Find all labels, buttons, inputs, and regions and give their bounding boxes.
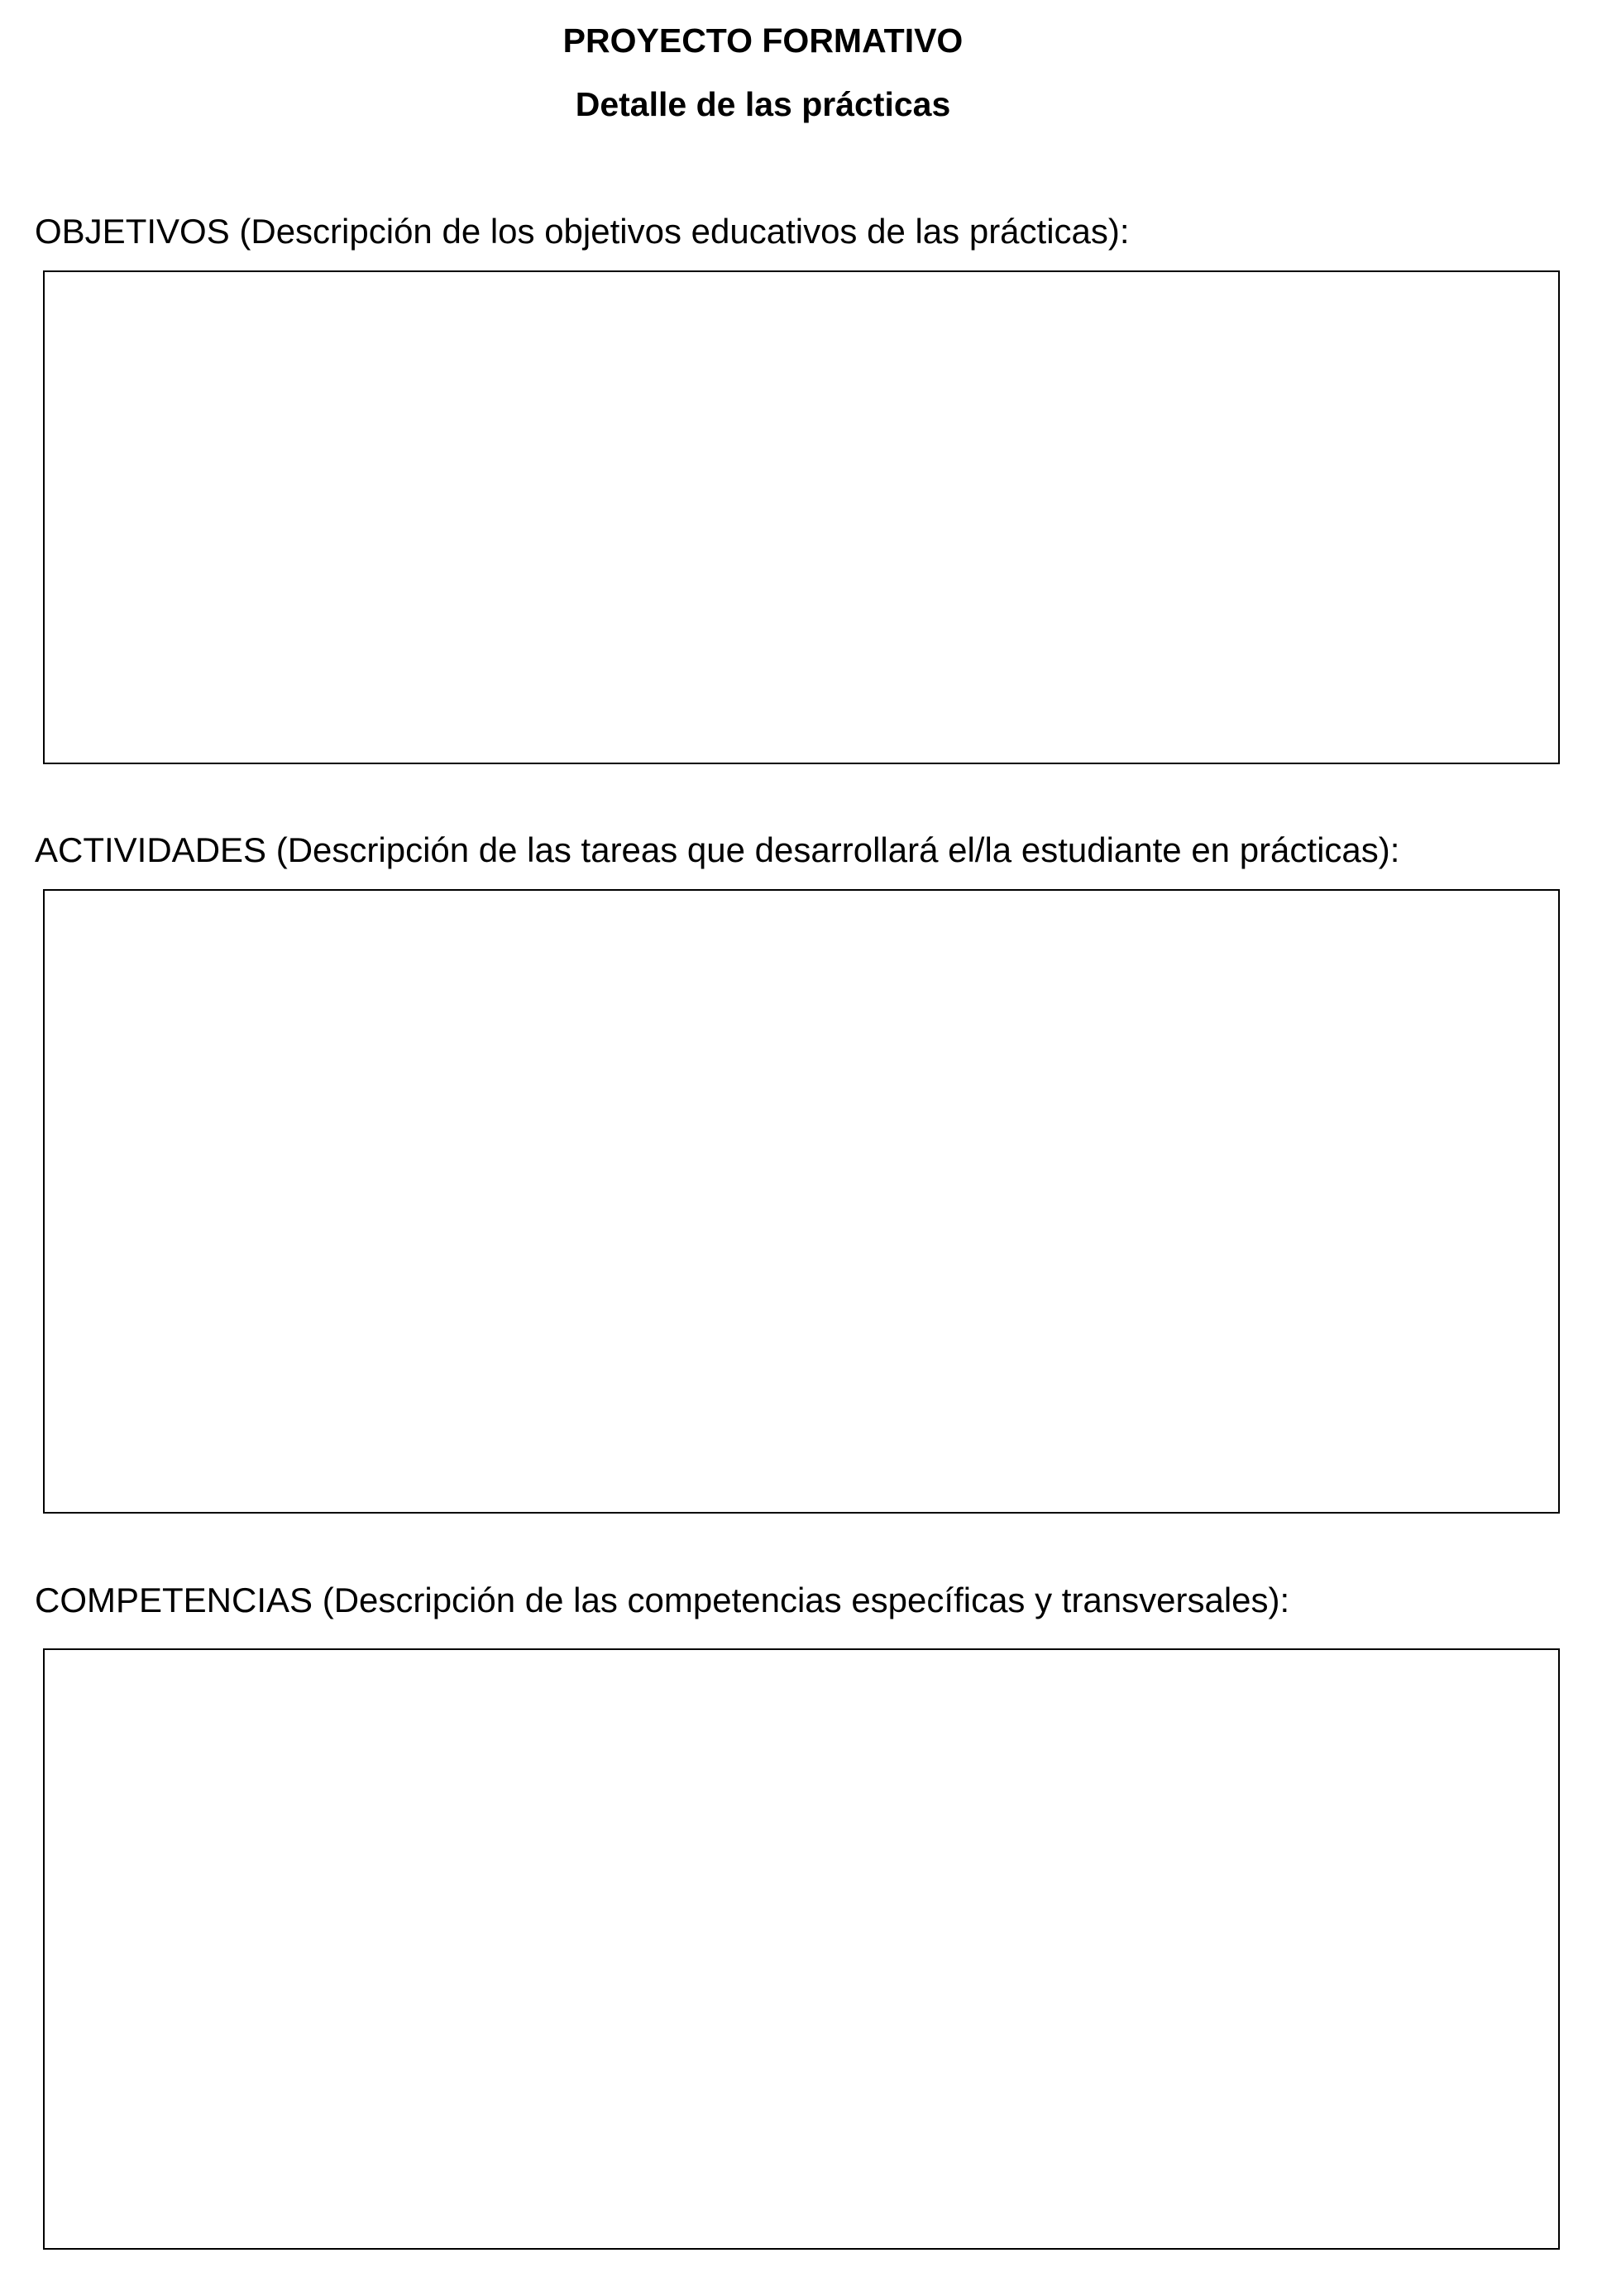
actividades-label: ACTIVIDADES (Descripción de las tareas que desarrollará el/la estudiante en prácticas):: [35, 830, 1400, 869]
document-subtitle: Detalle de las prácticas: [575, 85, 951, 123]
objetivos-label: OBJETIVOS (Descripción de los objetivos educativos de las prácticas):: [35, 212, 1130, 251]
objetivos-field[interactable]: [43, 270, 1560, 764]
document-title: PROYECTO FORMATIVO: [562, 22, 964, 60]
competencias-field[interactable]: [43, 1648, 1560, 2250]
actividades-field[interactable]: [43, 889, 1560, 1514]
competencias-label: COMPETENCIAS (Descripción de las competencias específicas y transversales):: [35, 1581, 1290, 1619]
